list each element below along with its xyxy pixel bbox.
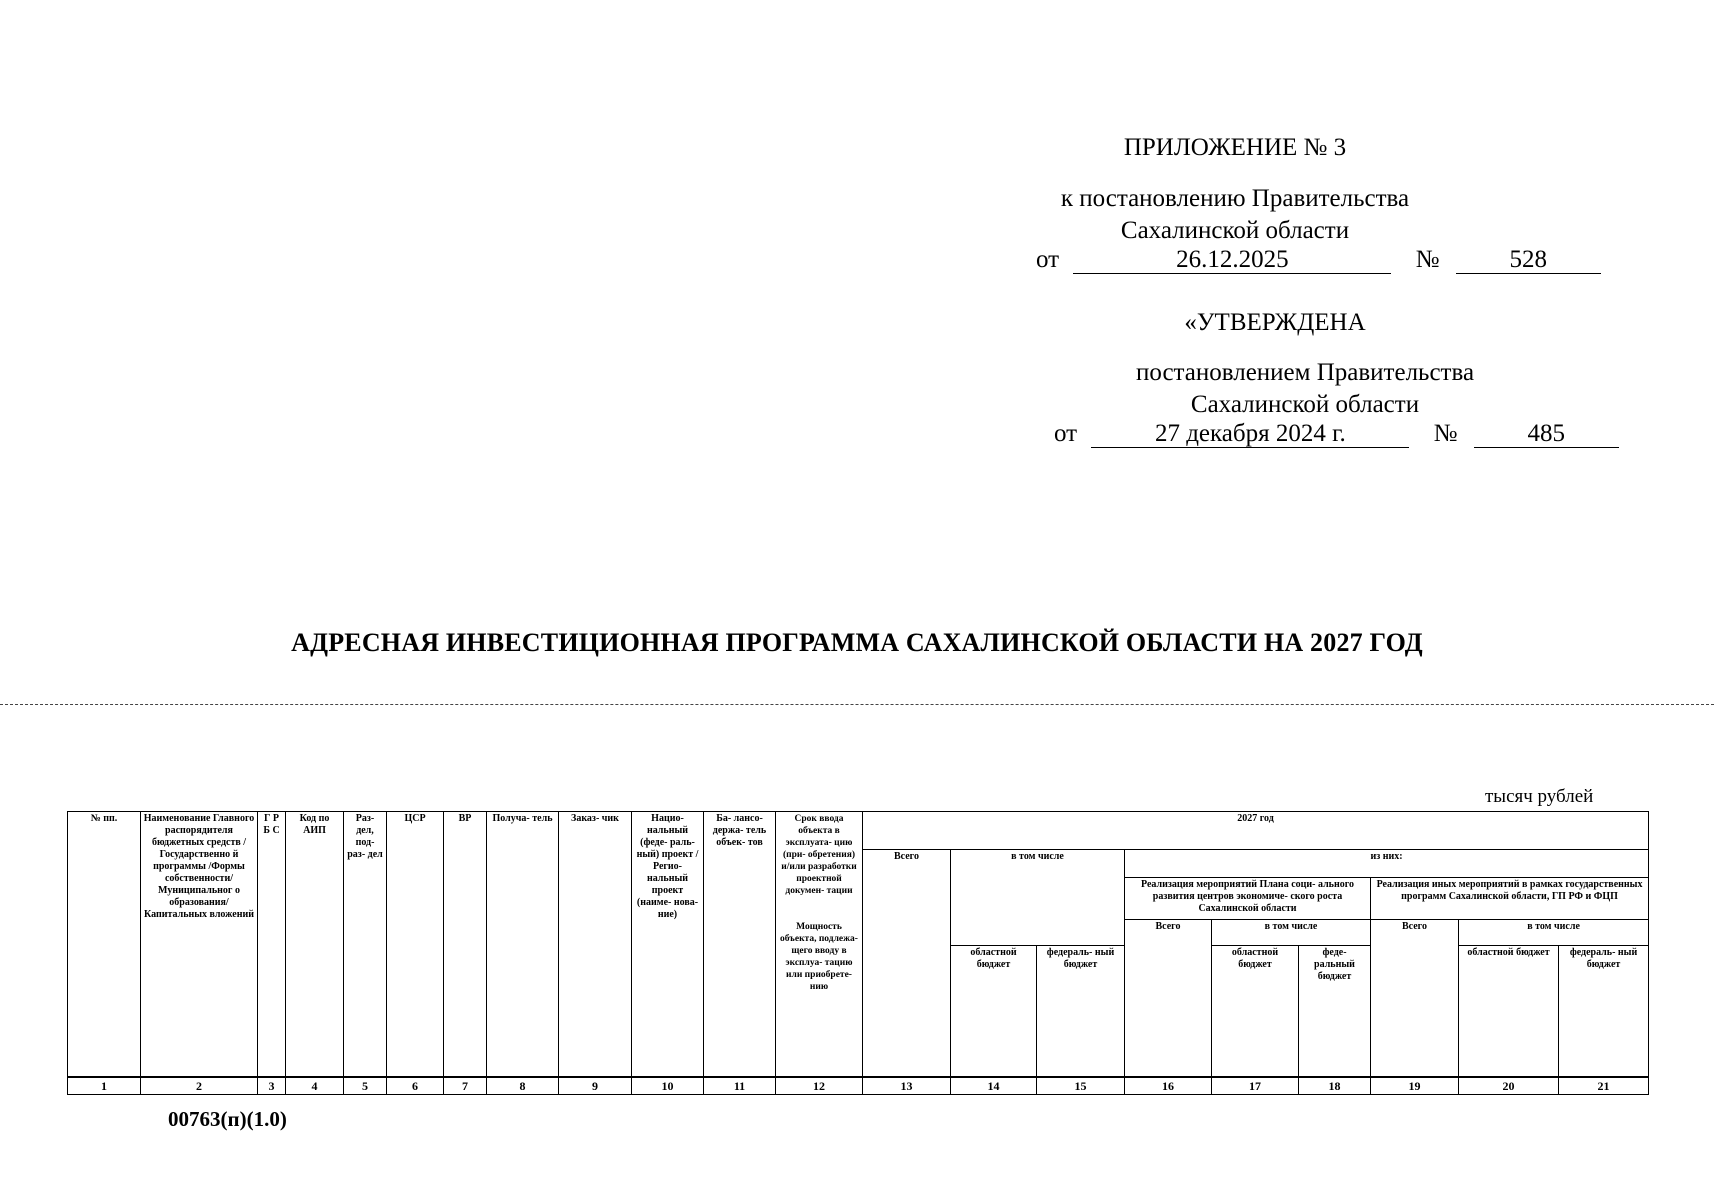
- approved-by-line2: Сахалинской области: [1190, 391, 1420, 418]
- program-table: [67, 811, 1649, 1095]
- appendix-to-line1: к постановлению Правительства: [1060, 185, 1410, 212]
- col-number-13: 13: [863, 1077, 951, 1095]
- decree-date-2: 27 декабря 2024 г.: [1091, 421, 1409, 448]
- commissioning-term: Срок ввода объекта в эксплуата- цию (при- обретения) и/или разработки проектной докумен- тации: [781, 814, 857, 896]
- from-label: от: [1036, 246, 1060, 273]
- number-label: №: [1415, 246, 1440, 273]
- approved-by-line1: постановлением Правительства: [1135, 359, 1475, 386]
- scan-line: [0, 704, 1714, 705]
- col-number-18: 18: [1299, 1077, 1371, 1095]
- col-number-16: 16: [1125, 1077, 1212, 1095]
- col-number-14: 14: [951, 1077, 1037, 1095]
- year-header: 2027 год: [863, 812, 1649, 850]
- col-11-header: Ба- лансо- держа- тель объек- тов: [704, 812, 776, 1077]
- col-number-10: 10: [632, 1077, 704, 1095]
- col-8-header: Получа- тель: [487, 812, 559, 1077]
- col-15-header: федераль- ный бюджет: [1037, 946, 1125, 1077]
- col-14-header: областной бюджет: [951, 946, 1037, 1077]
- col-number-5: 5: [344, 1077, 387, 1095]
- col-18-header: феде- ральный бюджет: [1299, 946, 1371, 1077]
- col-5-header: Раз- дел, под- раз- дел: [344, 812, 387, 1077]
- decree-line-2: [1054, 420, 1619, 448]
- col-number-4: 4: [286, 1077, 344, 1095]
- col-2-header: Наименование Главного распорядителя бюджетных средств / Государственно й программы /Формы собственности/ Муниципальног о образования/ Капитальных вложений: [141, 812, 258, 1077]
- group1-header: Реализация мероприятий Плана соци- ального развития центров экономиче- ского роста Сахалинской области: [1125, 878, 1371, 920]
- units-label: тысяч рублей: [1485, 786, 1594, 807]
- appendix-to-line2: Сахалинской области: [1120, 217, 1350, 244]
- col-13-header: Всего: [863, 850, 951, 1077]
- decree-line-1: [1036, 246, 1601, 274]
- of-which-header: из них:: [1125, 850, 1649, 878]
- col-10-header: Нацио- нальный (феде- раль- ный) проект / Регио- нальный проект (наиме- нова- ние): [632, 812, 704, 1077]
- col-number-7: 7: [444, 1077, 487, 1095]
- approved-label: «УТВЕРЖДЕНА: [1184, 309, 1366, 336]
- col-number-2: 2: [141, 1077, 258, 1095]
- col-19-header: Всего: [1371, 920, 1459, 1077]
- decree-number-2: 485: [1474, 421, 1619, 448]
- object-capacity: Мощность объекта, подлежа- щего вводу в эксплуа- тацию или приобрете- нию: [780, 922, 858, 992]
- col-14-15-incl: в том числе: [951, 850, 1125, 946]
- col-number-17: 17: [1212, 1077, 1299, 1095]
- col-3-header: Г Р Б С: [258, 812, 286, 1077]
- col-number-12: 12: [776, 1077, 863, 1095]
- col-20-21-incl: в том числе: [1459, 920, 1649, 946]
- col-number-15: 15: [1037, 1077, 1125, 1095]
- number-label-2: №: [1433, 420, 1458, 447]
- col-17-header: областной бюджет: [1212, 946, 1299, 1077]
- col-number-11: 11: [704, 1077, 776, 1095]
- col-20-header: областной бюджет: [1459, 946, 1559, 1077]
- document-title: АДРЕСНАЯ ИНВЕСТИЦИОННАЯ ПРОГРАММА САХАЛИНСКОЙ ОБЛАСТИ НА 2027 ГОД: [291, 628, 1423, 657]
- from-label-2: от: [1054, 420, 1078, 447]
- col-7-header: ВР: [444, 812, 487, 1077]
- col-number-20: 20: [1459, 1077, 1559, 1095]
- document-code: 00763(п)(1.0): [168, 1107, 287, 1131]
- col-6-header: ЦСР: [387, 812, 444, 1077]
- group2-header: Реализация иных мероприятий в рамках государственных программ Сахалинской области, ГП РФ и ФЦП: [1371, 878, 1649, 920]
- col-number-8: 8: [487, 1077, 559, 1095]
- col-number-1: 1: [68, 1077, 141, 1095]
- col-9-header: Заказ- чик: [559, 812, 632, 1077]
- col-4-header: Код по АИП: [286, 812, 344, 1077]
- col-number-21: 21: [1559, 1077, 1649, 1095]
- col-1-header: № пп.: [68, 812, 141, 1077]
- col-number-19: 19: [1371, 1077, 1459, 1095]
- col-number-9: 9: [559, 1077, 632, 1095]
- appendix-number: ПРИЛОЖЕНИЕ № 3: [1123, 134, 1347, 161]
- col-17-18-incl: в том числе: [1212, 920, 1371, 946]
- col-12-header: [776, 812, 863, 1077]
- col-21-header: федераль- ный бюджет: [1559, 946, 1649, 1077]
- col-16-header: Всего: [1125, 920, 1212, 1077]
- decree-number-1: 528: [1456, 247, 1601, 274]
- decree-date-1: 26.12.2025: [1073, 247, 1391, 274]
- col-number-3: 3: [258, 1077, 286, 1095]
- col-number-6: 6: [387, 1077, 444, 1095]
